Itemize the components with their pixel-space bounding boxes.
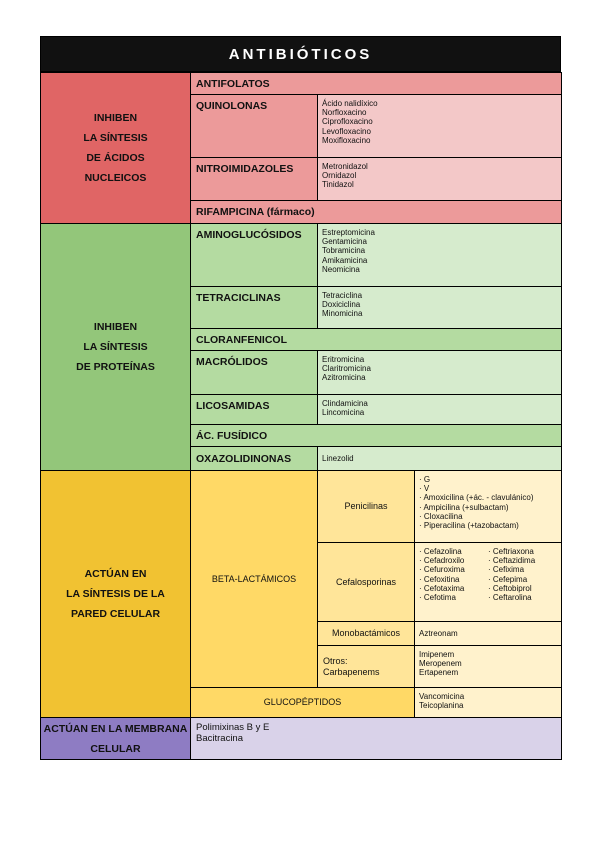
page-title: ANTIBIÓTICOS	[40, 36, 561, 72]
class-tetraciclinas: TETRACICLINAS	[191, 287, 318, 329]
class-glucopeptidos: GLUCOPÉPTIDOS	[191, 688, 415, 718]
subclass-carbapenems: Otros: Carbapenems	[318, 646, 415, 688]
antibiotics-table	[40, 72, 562, 760]
drugs-nitroimidazoles: Metronidazol Ornidazol Tinidazol	[318, 158, 562, 201]
class-licosamidas: LICOSAMIDAS	[191, 395, 318, 425]
drugs-aminoglucosidos: Estreptomicina Gentamicina Tobramicina Amikamicina Neomicina	[318, 224, 562, 287]
class-macrolidos: MACRÓLIDOS	[191, 351, 318, 395]
class-betalactamicos: BETA-LACTÁMICOS	[191, 471, 318, 688]
drugs-penicilinas: · G · V · Amoxicilina (+ác. - clavulánico) · Ampicilina (+sulbactam) · Cloxacilina · Piperacilina (+tazobactam)	[415, 471, 562, 543]
drugs-glucopeptidos: Vancomicina Teicoplanina	[415, 688, 562, 718]
category-cell-wall: ACTÚAN EN LA SÍNTESIS DE LA PARED CELULAR	[41, 471, 191, 718]
drugs-tetraciclinas: Tetraciclina Doxiciclina Minomicina	[318, 287, 562, 329]
class-quinolonas: QUINOLONAS	[191, 95, 318, 158]
class-rifampicina: RIFAMPICINA (fármaco)	[191, 201, 562, 224]
drugs-oxazolidinonas: Linezolid	[318, 447, 562, 471]
class-nitroimidazoles: NITROIMIDAZOLES	[191, 158, 318, 201]
class-antifolatos: ANTIFOLATOS	[191, 73, 562, 95]
subclass-cefalosporinas: Cefalosporinas	[318, 543, 415, 622]
class-oxazolidinonas: OXAZOLIDINONAS	[191, 447, 318, 471]
drugs-monobactamicos: Aztreonam	[415, 622, 562, 646]
subclass-penicilinas: Penicilinas	[318, 471, 415, 543]
class-aminoglucosidos: AMINOGLUCÓSIDOS	[191, 224, 318, 287]
drugs-macrolidos: Eritromicina Claritromicina Azitromicina	[318, 351, 562, 395]
category-nucleic-acids: INHIBEN LA SÍNTESIS DE ÁCIDOS NUCLEICOS	[41, 73, 191, 224]
drugs-quinolonas: Ácido nalidíxico Norfloxacino Ciprofloxacino Levofloxacino Moxifloxacino	[318, 95, 562, 158]
class-cloranfenicol: CLORANFENICOL	[191, 329, 562, 351]
drugs-licosamidas: Clindamicina Lincomicina	[318, 395, 562, 425]
subclass-monobactamicos: Monobactámicos	[318, 622, 415, 646]
drugs-membrane: Polimixinas B y E Bacitracina	[191, 718, 562, 760]
drugs-cefalosporinas: · Cefazolina · Cefadroxilo · Cefuroxima · Cefoxitina · Cefotaxima · Cefotima · Ceftriaxona · Ceftazidima · Cefixima · Cefepima · Ceftobiprol · Ceftarolina	[415, 543, 562, 622]
category-membrane: ACTÚAN EN LA MEMBRANA CELULAR	[41, 718, 191, 760]
class-fusidico: ÁC. FUSÍDICO	[191, 425, 562, 447]
category-proteins: INHIBEN LA SÍNTESIS DE PROTEÍNAS	[41, 224, 191, 471]
drugs-carbapenems: Imipenem Meropenem Ertapenem	[415, 646, 562, 688]
antibiotics-sheet	[40, 36, 561, 760]
